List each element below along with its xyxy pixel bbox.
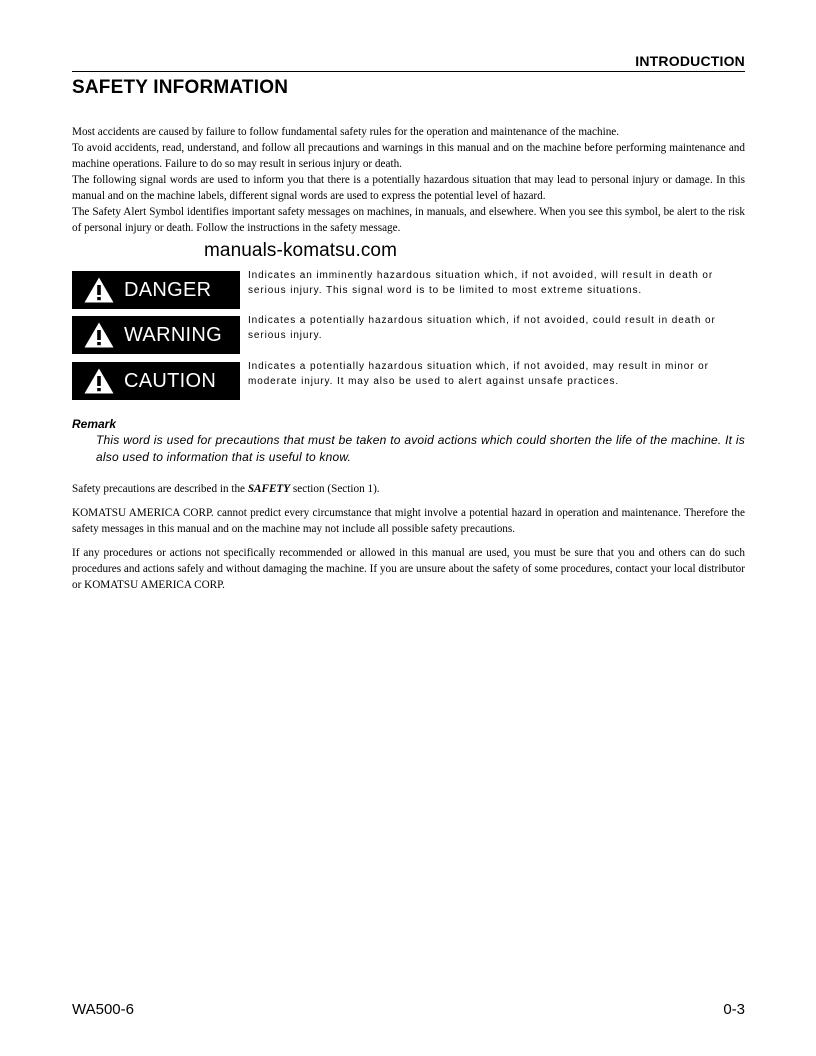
intro-paragraph: The following signal words are used to inform you that there is a potentially hazardous situation that may lead to personal injury or damage. In this manual and on the machine labels, different signal words are used to express the potential level of hazard. — [72, 174, 745, 202]
safety-alert-icon — [83, 367, 115, 395]
signal-word-danger: DANGER — [124, 278, 212, 301]
precautions-paragraph — [72, 481, 745, 497]
footer-page-number: 0-3 — [723, 1001, 745, 1018]
precautions-prefix: Safety precautions are described in the — [72, 483, 248, 495]
intro-paragraph: To avoid accidents, read, understand, and follow all precautions and warnings in this manual and on the machine before performing maintenance and machine operations. Failure to do so may result in serious injury or death. — [72, 142, 745, 170]
intro-text — [72, 124, 745, 236]
section-label: INTRODUCTION — [635, 53, 745, 69]
warning-label — [72, 316, 240, 354]
disclaimer-paragraph: KOMATSU AMERICA CORP. cannot predict every circumstance that might involve a potential hazard in operation and maintenance. Therefore the safety messages in this manual and on the machine may not include all possible safety precautions. — [72, 507, 745, 535]
caution-description: Indicates a potentially hazardous situation which, if not avoided, may result in minor or moderate injury. It may also be used to alert against unsafe practices. — [248, 361, 709, 387]
signal-word-caution: CAUTION — [124, 369, 217, 392]
signal-word-warning: WARNING — [124, 323, 223, 346]
danger-label — [72, 271, 240, 309]
caution-label — [72, 362, 240, 400]
remark-body: This word is used for precautions that must be taken to avoid actions which could shorten the life of the machine. It is also used to information that is useful to know. — [96, 433, 745, 464]
procedures-paragraph: If any procedures or actions not specifically recommended or allowed in this manual are used, you must be sure that you and others can do such procedures and actions safely and without damaging the machine. If you are unsure about the safety of some procedures, contact your local distributor or KOMATSU AMERICA CORP. — [72, 547, 745, 591]
danger-description: Indicates an imminently hazardous situation which, if not avoided, will result in death or serious injury. This signal word is to be limited to most extreme situations. — [248, 270, 714, 296]
intro-paragraph: Most accidents are caused by failure to follow fundamental safety rules for the operation and maintenance of the machine. — [72, 126, 620, 138]
intro-paragraph: The Safety Alert Symbol identifies important safety messages on machines, in manuals, and elsewhere. When you see this symbol, be alert to the risk of personal injury or death. Follow the instructions in the safety message. — [72, 206, 745, 234]
safety-section-reference: SAFETY — [247, 483, 291, 495]
safety-alert-icon — [83, 321, 115, 349]
safety-alert-icon — [83, 276, 115, 304]
precautions-suffix: section (Section 1). — [290, 483, 380, 495]
footer-model: WA500-6 — [72, 1001, 134, 1018]
warning-description: Indicates a potentially hazardous situation which, if not avoided, could result in death or serious injury. — [248, 315, 716, 341]
page-title: SAFETY INFORMATION — [72, 77, 289, 98]
remark-title: Remark — [72, 417, 117, 431]
watermark: manuals-komatsu.com — [204, 240, 398, 261]
header-rule — [72, 71, 745, 72]
